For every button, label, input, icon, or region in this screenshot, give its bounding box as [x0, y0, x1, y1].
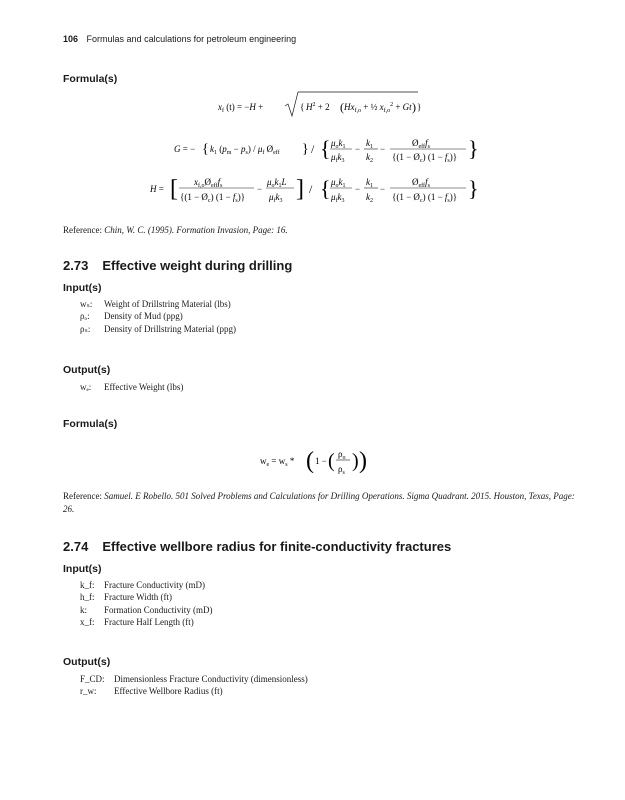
effective-weight-formula: [260, 440, 380, 480]
running-head: [63, 34, 296, 44]
svg-text:): ): [352, 450, 359, 472]
reference-label: Reference:: [63, 225, 105, 235]
svg-text:): ): [359, 448, 367, 474]
formula-heading-top: Formula(s): [63, 73, 118, 85]
svg-text:{: {: [202, 142, 209, 157]
svg-text:μfk3: $\mu_fk_3$: [331, 152, 345, 164]
list-item: k: Formation Conductivity (mD): [80, 604, 213, 615]
svg-text:(: (: [306, 448, 314, 474]
svg-text:1 −: 1 −: [315, 456, 327, 466]
svg-text:ρo: $\rho_o$: [338, 449, 346, 461]
list-item: k_f: Fracture Conductivity (mD): [80, 580, 205, 590]
svg-text:Hxf,o + ½ xf,o2 + Gt: $Hx_{f,o}$ + ½ $x_{f,o}^2 + Gt$: [344, 102, 412, 114]
svg-text:}: }: [468, 176, 479, 201]
svg-text:k2: $k_2$: [366, 152, 373, 164]
svg-text:{: {: [320, 136, 331, 161]
formula-heading: Formula(s): [63, 418, 118, 430]
svg-text:−: −: [380, 144, 386, 154]
svg-text:μok1L: $\mu_ok_1L$: [267, 177, 287, 189]
svg-text:}: }: [302, 142, 309, 157]
svg-text:{: {: [320, 176, 331, 201]
outputs-list: [80, 673, 308, 698]
svg-text:we = ws *: $w_e = w_s$ *: [260, 456, 295, 468]
svg-text:}: }: [468, 136, 479, 161]
svg-text:}: }: [417, 102, 422, 112]
outputs-heading: Output(s): [63, 364, 111, 376]
reference-chin: [63, 224, 583, 237]
svg-text:−: −: [257, 184, 263, 194]
svg-text:): ): [412, 100, 416, 114]
svg-text:[: [: [170, 176, 178, 202]
reference-label: Reference:: [63, 491, 105, 501]
inputs-list: [80, 298, 236, 335]
section-2-74-heading: [63, 539, 451, 554]
svg-text:ρs: $\rho_s$: [338, 464, 345, 476]
svg-text:−: −: [355, 184, 361, 194]
svg-text:−: −: [355, 144, 361, 154]
inputs-list: [80, 579, 213, 628]
svg-text:k1: $k_1$: [366, 138, 373, 150]
svg-text:{: {: [300, 102, 305, 112]
svg-text:H =: H =: [150, 184, 164, 194]
page-number: 106: [63, 34, 79, 44]
svg-text:μfk3: $\mu_fk_3$: [269, 192, 283, 204]
svg-text:{(1 − Øc) (1 − fs)}: {$(1 - Ø_c)$ $(1 - f_s)$}: [180, 192, 246, 204]
svg-text:Øefffs: $Ø_{eff}f_s$: [412, 177, 430, 189]
svg-text:]: ]: [296, 176, 304, 202]
svg-text:−: −: [380, 184, 386, 194]
svg-text:k2: $k_2$: [366, 192, 373, 204]
inputs-heading: Input(s): [63, 282, 102, 294]
svg-text:(: (: [328, 450, 335, 472]
outputs-list: [80, 381, 183, 393]
svg-text:/: /: [309, 182, 313, 196]
svg-text:xf (t) = −H +: $x_f$ (t) = −H +: [218, 102, 264, 114]
list-item: F_CD: Dimensionless Fracture Conductivity (dimensionless): [80, 674, 308, 684]
list-item: h_f: Fracture Width (ft): [80, 592, 172, 603]
section-number: 2.74: [63, 539, 89, 554]
svg-text:μok1: $\mu_ok_1$: [331, 177, 346, 189]
reference-samuel: [63, 490, 583, 515]
running-head-title: Formulas and calculations for petroleum engineering: [86, 34, 297, 44]
reference-citation: Samuel. E Robello. 501 Solved Problems and Calculations for Drilling Operations. Sigma Quadrant. 2015. Houston, Texas, Page: 26.: [63, 491, 575, 514]
outputs-heading: Output(s): [63, 656, 111, 668]
svg-text:μfk3: $\mu_fk_3$: [331, 192, 345, 204]
svg-text:xf,oØefffs: $x_{f,o}Ø_{eff}f_s$: [194, 177, 223, 189]
section-2-73-heading: [63, 258, 292, 273]
reference-citation: Chin, W. C. (1995). Formation Invasion, Page: 16.: [104, 225, 288, 235]
inputs-heading: Input(s): [63, 563, 102, 575]
list-item: x_f: Fracture Half Length (ft): [80, 616, 194, 627]
list-item: ρₛ: Density of Drillstring Material (ppg): [80, 323, 236, 334]
svg-text:Øefffs: $Ø_{eff}f_s$: [412, 138, 430, 150]
list-item: ρₒ: Density of Mud (ppg): [80, 311, 183, 322]
svg-text:{(1 − Øc) (1 − fs)}: {$(1 - Ø_c)$ $(1 - f_s)$}: [392, 152, 458, 164]
svg-text:G = −: G = −: [174, 144, 196, 154]
svg-text:{(1 − Øc) (1 − fs)}: {$(1 - Ø_c)$ $(1 - f_s)$}: [392, 192, 458, 204]
svg-text:k1: $k_1$: [366, 177, 373, 189]
svg-text:H2 + 2: $H^2 + 2$: [306, 102, 330, 112]
list-item: wₑ: Effective Weight (lbs): [80, 382, 184, 392]
section-title: Effective weight during drilling: [102, 258, 293, 273]
svg-text:μok1: $\mu_ok_1$: [331, 138, 346, 150]
list-item: wₛ: Weight of Drillstring Material (lbs): [80, 299, 231, 309]
section-number: 2.73: [63, 258, 89, 273]
chin-formula-equations: [150, 86, 480, 212]
section-title: Effective wellbore radius for finite-conductivity fractures: [102, 539, 452, 554]
list-item: r_w: Effective Wellbore Radius (ft): [80, 686, 223, 697]
svg-text:k1 (pm − ps) / μf Øeff: $k_1$ $(p_m - p_s) / \mu_f$ $Ø_{eff}$: [210, 144, 280, 156]
svg-text:/: /: [311, 142, 315, 156]
svg-text:(: (: [340, 100, 344, 114]
